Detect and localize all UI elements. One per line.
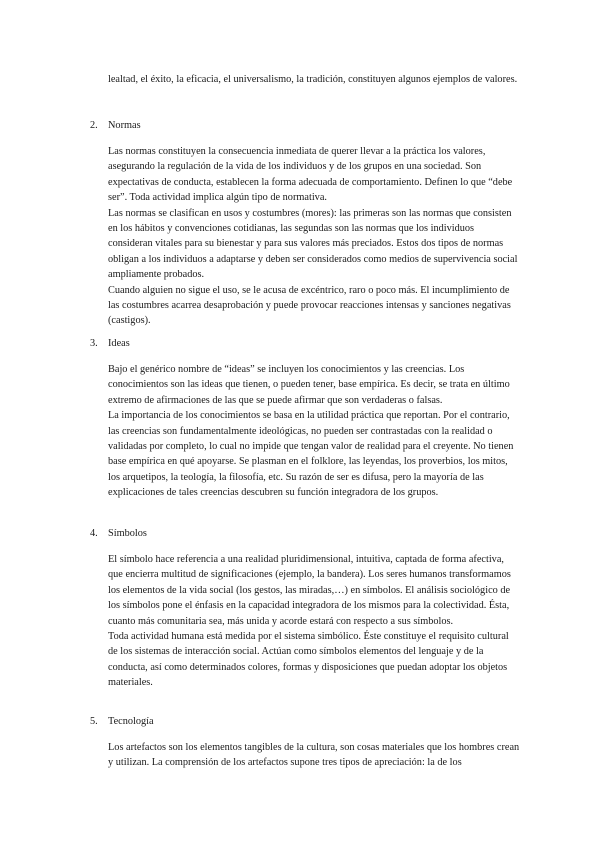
section-body-normas (108, 144, 520, 329)
section-heading-normas (90, 118, 141, 133)
paragraph: lealtad, el éxito, la eficacia, el universalismo, la tradición, constituyen algunos ejemplos de valores. (108, 74, 518, 85)
section-heading-simbolos (90, 526, 147, 541)
section-body-tecnologia (108, 740, 520, 771)
paragraph: Las normas se clasifican en usos y costumbres (mores): las primeras son las normas que consisten en los hábitos y convenciones cotidianas, las segundas son las normas que los individuos consideran vitales para su bienestar y para sus valores más preciados. Estos dos tipos de normas obligan a los individuos a adaptarse y deben ser considerados como medios de supervivencia social ampliamente probados. (108, 207, 518, 281)
paragraph: El símbolo hace referencia a una realidad pluridimensional, intuitiva, captada de forma afectiva, que encierra multitud de significaciones (ejemplo, la bandera). Los seres humanos transformamos los elementos de la vida social (los gestos, las miradas,…) en símbolos. El análisis sociológico de los símbolos pone el énfasis en la capacidad integradora de los mismos para la colectividad. Ésta, cuanto más comunitaria sea, más unida y acorde estará con respecto a sus símbolos. (108, 554, 511, 627)
section-body-ideas (108, 362, 520, 501)
paragraph: Bajo el genérico nombre de “ideas” se incluyen los conocimientos y las creencias. Los conocimientos son las ideas que tienen, o pueden tener, base empírica. Es decir, se trata en último extremo de afirmaciones de las que se puede afirmar que son verdaderas o falsas. (108, 364, 510, 406)
section-body-simbolos (108, 552, 520, 691)
paragraph: La importancia de los conocimientos se basa en la utilidad práctica que reportan. Por el contrario, las creencias son fundamentalmente ideológicas, no pueden ser contrastadas con la realidad o validadas por completo, lo cual no impide que tengan valor de realidad para el creyente. No tienen base empírica en qué apoyarse. Se plasman en el folklore, las leyendas, los proverbios, los mitos, los arquetipos, la teología, la filosofía, etc. Su razón de ser es difusa, pero la mayoría de las explicaciones de tales creencias descubren su función integradora de los grupos. (108, 410, 514, 499)
paragraph: Toda actividad humana está medida por el sistema simbólico. Éste constituye el requisito cultural de los sistemas de interacción social. Actúan como símbolos elementos del lenguaje y de la conducta, así como determinados colores, formas y disposiciones que puedan adoptar los objetos materiales. (108, 631, 509, 689)
section-number: 2. (90, 120, 98, 131)
paragraph: Cuando alguien no sigue el uso, se le acusa de excéntrico, raro o poco más. El incumplimiento de las costumbres acarrea desaprobación y puede provocar reacciones intensas y sanciones negativas (castigos). (108, 284, 511, 327)
section-title: Ideas (108, 338, 130, 349)
section-title: Tecnología (108, 716, 154, 727)
paragraph: Las normas constituyen la consecuencia inmediata de querer llevar a la práctica los valores, asegurando la regulación de la vida de los individuos y de los grupos en una sociedad. Son expectativas de conducta, establecen la forma adecuada de comportamiento. Definen lo que “debe ser”. Toda actividad implica algún tipo de normativa. (108, 146, 513, 204)
intro-paragraph (108, 72, 520, 87)
section-title: Símbolos (108, 528, 147, 539)
section-title: Normas (108, 120, 141, 131)
section-number: 5. (90, 716, 98, 727)
section-number: 4. (90, 528, 98, 539)
paragraph: Los artefactos son los elementos tangibles de la cultura, son cosas materiales que los hombres crean y utilizan. La comprensión de los artefactos supone tres tipos de apreciación: la de los (108, 742, 520, 769)
section-number: 3. (90, 338, 98, 349)
section-heading-ideas (90, 336, 130, 351)
section-heading-tecnologia (90, 714, 154, 729)
